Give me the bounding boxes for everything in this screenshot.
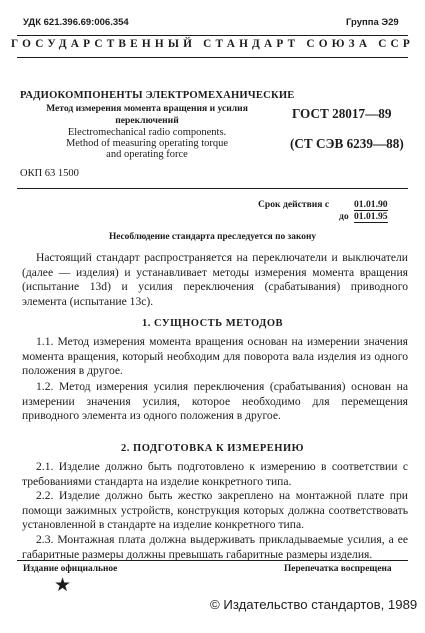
validity-to-date: 01.01.95 [354, 211, 388, 222]
section-1-paragraph-2: 1.2. Метод измерения усилия переключения (срабатывания) основан на измерении значения усилия, которое необходимо для перемещения приводного элемента из одного положения в другое. [22, 380, 408, 423]
prosecution-note: Несоблюдение стандарта преследуется по закону [108, 232, 317, 242]
standard-banner: ГОСУДАРСТВЕННЫЙ СТАНДАРТ СОЮЗА ССР [10, 38, 415, 50]
header-rule-bottom [17, 57, 408, 58]
validity-from-date: 01.01.90 [354, 199, 388, 210]
intro-paragraph: Настоящий стандарт распространяется на переключатели и выключатели (далее — изделия) и устанавливает методы измерения момента вращения (испытание 13d) и усилия переключения (срабатывания) приводного элемента (испытание 13с). [22, 251, 408, 308]
header-rule-top [17, 35, 408, 36]
udk-code: УДК 621.396.69:006.354 [23, 17, 129, 28]
section-1-title: 1. СУЩНОСТЬ МЕТОДОВ [141, 318, 284, 329]
section-2-paragraph-3: 2.3. Монтажная плата должна выдерживать прикладываемые усилия, а ее габаритные размеры должны превышать габаритные размеры изделия. [22, 533, 408, 561]
star-icon: ★ [54, 575, 72, 596]
standard-subtitle-line1: Метод измерения момента вращения и усилия [46, 103, 248, 114]
group-code: Группа Э29 [346, 17, 399, 28]
standard-subtitle-line2: переключений [115, 115, 179, 126]
footer-rule [17, 560, 408, 561]
validity-to-label: до [339, 211, 349, 222]
reprint-prohibited-label: Перепечатка воспрещена [284, 564, 392, 574]
section-2-paragraph-2: 2.2. Изделие должно быть жестко закреплено на монтажной плате при помощи зажимных устройств, конструкция которых должна соответствовать установленной в стандарте на изделие конкретного типа. [22, 489, 408, 532]
copyright-publisher: © Издательство стандартов, 1989 [210, 597, 418, 612]
english-title-line2: Method of measuring operating torque [65, 138, 229, 149]
st-sev-number: (СТ СЭВ 6239—88) [290, 136, 404, 151]
section-2-paragraph-1: 2.1. Изделие должно быть подготовлено к измерению в соответствии с требованиями стандарта на изделие конкретного типа. [22, 460, 408, 488]
english-title-line3: and operating force [106, 149, 188, 160]
title-separator [17, 188, 408, 189]
official-edition-label: Издание официальное [23, 564, 118, 574]
okp-code: ОКП 63 1500 [20, 168, 79, 179]
english-title-line1: Electromechanical radio components. [67, 127, 227, 138]
validity-label: Срок действия с [258, 199, 330, 210]
gost-number: ГОСТ 28017—89 [292, 106, 392, 121]
section-2-title: 2. ПОДГОТОВКА К ИЗМЕРЕНИЮ [121, 443, 304, 454]
section-1-paragraph-1: 1.1. Метод измерения момента вращения основан на измерении значения момента вращения, который необходим для поворота вала изделия из одного положения в другое. [22, 335, 408, 378]
standard-title: РАДИОКОМПОНЕНТЫ ЭЛЕКТРОМЕХАНИЧЕСКИЕ [20, 90, 295, 101]
